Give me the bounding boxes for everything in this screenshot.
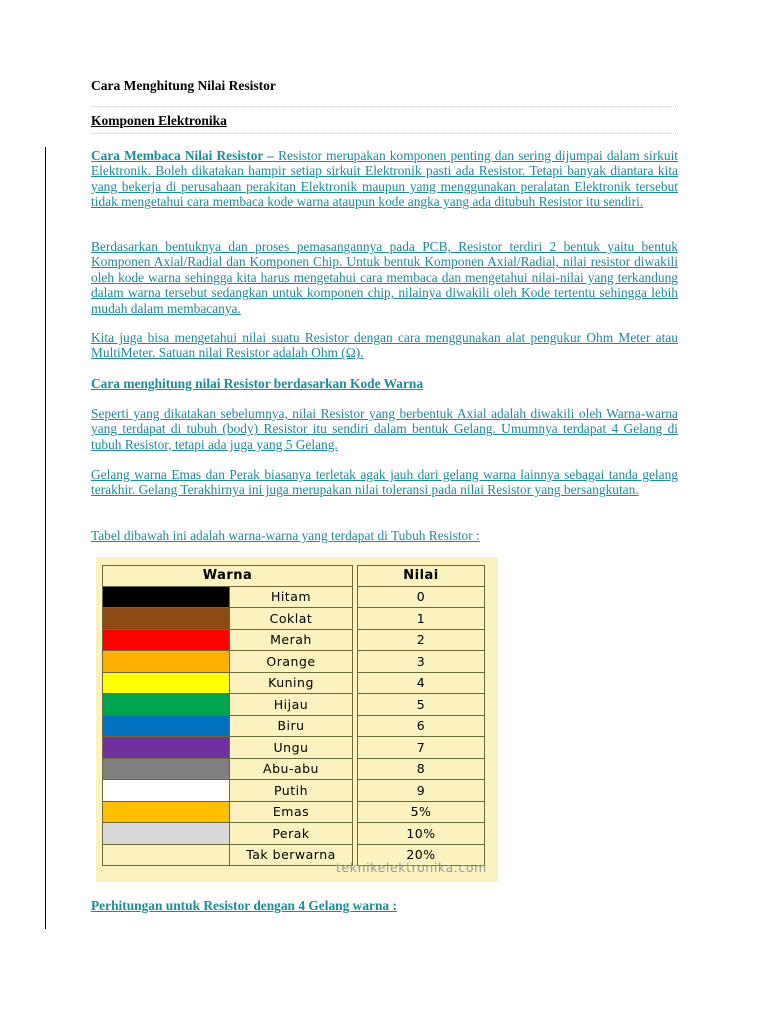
- color-swatch: [103, 737, 230, 759]
- color-name: Perak: [230, 823, 353, 845]
- color-code-table: [102, 565, 485, 866]
- table-header-row: [103, 566, 485, 587]
- color-value: 4: [358, 672, 485, 694]
- paragraph-intro[interactable]: [91, 148, 678, 210]
- page-title: Cara Menghitung Nilai Resistor: [91, 78, 276, 93]
- color-swatch: [103, 823, 230, 845]
- color-name: Abu-abu: [230, 758, 353, 780]
- table-row: [103, 780, 485, 802]
- paragraph-gelang[interactable]: Seperti yang dikatakan sebelumnya, nilai Resistor yang berbentuk Axial adalah diwakili oleh Warna-warna yang terdapat di tubuh (body) Resistor itu sendiri dalam bentuk Gelang. Umumnya terdapat 4 Gelang di tubuh Resistor, tetapi ada juga yang 5 Gelang.: [91, 406, 678, 452]
- color-name: Hijau: [230, 694, 353, 716]
- table-row: [103, 672, 485, 694]
- color-value: 9: [358, 780, 485, 802]
- color-swatch: [103, 694, 230, 716]
- table-row: [103, 586, 485, 608]
- color-value: 6: [358, 715, 485, 737]
- color-name: Putih: [230, 780, 353, 802]
- color-swatch: [103, 672, 230, 694]
- paragraph-bentuk[interactable]: Berdasarkan bentuknya dan proses pemasangannya pada PCB, Resistor terdiri 2 bentuk yaitu bentuk Komponen Axial/Radial dan Komponen Chip. Untuk bentuk Komponen Axial/Radial, nilai resistor diwakili oleh kode warna sehingga kita harus mengetahui cara membaca dan mengetahui nilai-nilai yang terkandung dalam warna tersebut sedangkan untuk komponen chip, nilainya diwakili oleh Kode tertentu sehingga lebih mudah dalam membacanya.: [91, 239, 678, 316]
- color-swatch: [103, 608, 230, 630]
- paragraph-toleransi[interactable]: Gelang warna Emas dan Perak biasanya terletak agak jauh dari gelang warna lainnya sebagai tanda gelang terakhir. Gelang Terakhirnya ini juga merupakan nilai toleransi pada nilai Resistor yang bersangkutan.: [91, 467, 678, 498]
- table-row: [103, 629, 485, 651]
- table-row: [103, 737, 485, 759]
- table-row: [103, 801, 485, 823]
- color-value: 10%: [358, 823, 485, 845]
- intro-text[interactable]: Resistor merupakan komponen penting dan sering dijumpai dalam sirkuit Elektronik. Boleh dikatakan hampir setiap sirkuit Elektronik pasti ada Resistor. Tetapi banyak diantara kita yang bekerja di perusahaan perakitan Elektronik maupun yang menggunakan peralatan Elektronik tersebut tidak mengetahui cara membaca kode warna ataupun kode angka yang ada ditubuh Resistor itu sendiri.: [91, 148, 679, 210]
- header-warna: Warna: [103, 566, 353, 587]
- color-value: 8: [358, 758, 485, 780]
- heading-kode-warna[interactable]: Cara menghitung nilai Resistor berdasarkan Kode Warna: [91, 376, 424, 391]
- color-swatch: [103, 844, 230, 866]
- table-row: [103, 823, 485, 845]
- color-swatch: [103, 651, 230, 673]
- paragraph-ohm[interactable]: Kita juga bisa mengetahui nilai suatu Resistor dengan cara menggunakan alat pengukur Ohm Meter atau MultiMeter. Satuan nilai Resistor adalah Ohm (Ω).: [91, 330, 678, 361]
- color-name: Hitam: [230, 586, 353, 608]
- heading-4-gelang[interactable]: Perhitungan untuk Resistor dengan 4 Gelang warna :: [91, 898, 397, 913]
- color-name: Kuning: [230, 672, 353, 694]
- color-value: 5: [358, 694, 485, 716]
- color-swatch: [103, 758, 230, 780]
- color-swatch: [103, 629, 230, 651]
- color-code-table-image: [96, 557, 498, 882]
- table-row: [103, 758, 485, 780]
- color-value: 7: [358, 737, 485, 759]
- color-name: Coklat: [230, 608, 353, 630]
- color-swatch: [103, 780, 230, 802]
- color-swatch: [103, 715, 230, 737]
- color-value: 3: [358, 651, 485, 673]
- margin-line: [45, 147, 46, 929]
- intro-lead[interactable]: Cara Membaca Nilai Resistor –: [91, 148, 274, 163]
- color-value: 2: [358, 629, 485, 651]
- table-row: [103, 608, 485, 630]
- paragraph-tabel-intro[interactable]: Tabel dibawah ini adalah warna-warna yang terdapat di Tubuh Resistor :: [91, 528, 480, 543]
- color-swatch: [103, 586, 230, 608]
- divider: [91, 133, 678, 134]
- color-name: Merah: [230, 629, 353, 651]
- color-value: 20%: [358, 844, 485, 866]
- color-swatch: [103, 801, 230, 823]
- color-name: Tak berwarna: [230, 844, 353, 866]
- color-name: Ungu: [230, 737, 353, 759]
- table-row: [103, 694, 485, 716]
- color-name: Orange: [230, 651, 353, 673]
- color-value: 1: [358, 608, 485, 630]
- divider: [91, 106, 678, 107]
- header-nilai: Nilai: [358, 566, 485, 587]
- color-value: 0: [358, 586, 485, 608]
- color-name: Biru: [230, 715, 353, 737]
- section-heading: Komponen Elektronika: [91, 113, 227, 128]
- table-row: [103, 651, 485, 673]
- watermark: teknikelektronika.com: [336, 860, 487, 875]
- table-row: [103, 715, 485, 737]
- color-name: Emas: [230, 801, 353, 823]
- color-value: 5%: [358, 801, 485, 823]
